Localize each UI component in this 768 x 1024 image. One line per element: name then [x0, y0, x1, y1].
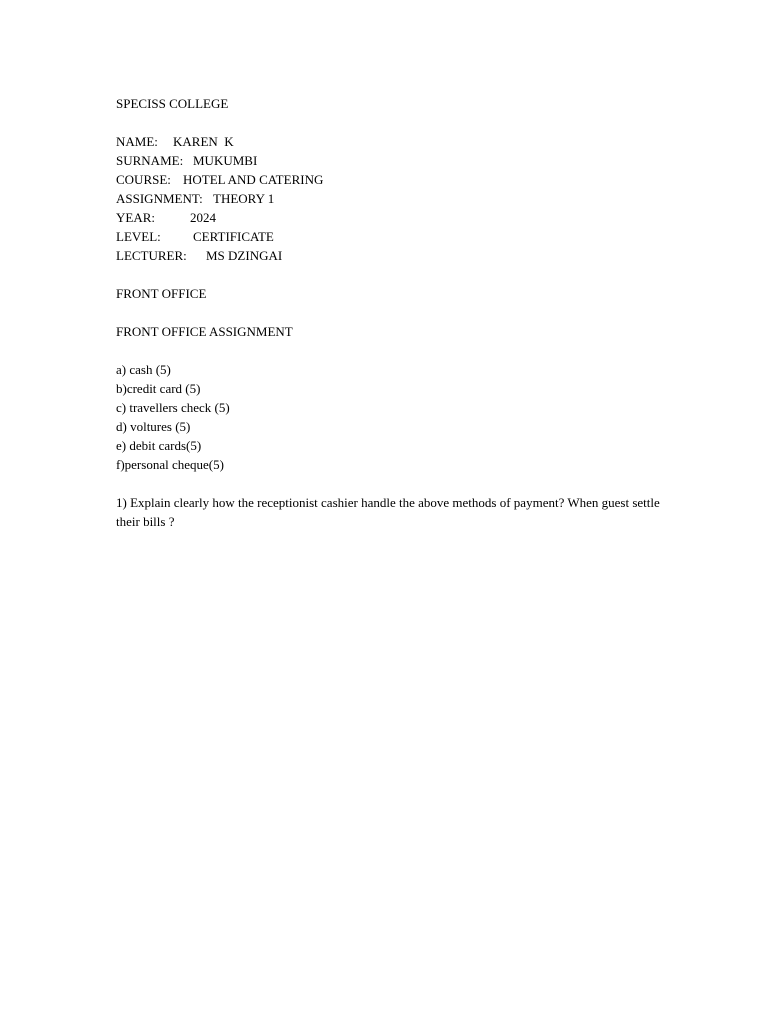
detail-label: ASSIGNMENT: — [116, 191, 203, 206]
spacer — [116, 265, 661, 284]
list-item: e) debit cards(5) — [116, 438, 202, 453]
list-item: d) voltures (5) — [116, 419, 191, 434]
detail-row-assignment — [116, 189, 661, 208]
list-item: b)credit card (5) — [116, 381, 201, 396]
spacer — [116, 303, 661, 322]
detail-label: SURNAME: — [116, 153, 184, 168]
subject-heading: FRONT OFFICE — [116, 286, 207, 301]
detail-label: LEVEL: — [116, 229, 161, 244]
detail-value: MUKUMBI — [193, 153, 258, 168]
college-name: SPECISS COLLEGE — [116, 96, 229, 111]
payment-methods-list — [116, 360, 661, 474]
spacer — [116, 341, 661, 360]
detail-value: MS DZINGAI — [206, 248, 283, 263]
detail-value: HOTEL AND CATERING — [183, 172, 324, 187]
detail-row-year — [116, 208, 661, 227]
detail-value: 2024 — [190, 210, 216, 225]
detail-row-name — [116, 132, 661, 151]
spacer — [116, 474, 661, 493]
list-item: f)personal cheque(5) — [116, 457, 224, 472]
question-text: 1) Explain clearly how the receptionist cashier handle the above methods of payment? When guest settle their bills ? — [116, 495, 660, 529]
detail-label: NAME: — [116, 134, 158, 149]
detail-row-level — [116, 227, 661, 246]
assignment-title: FRONT OFFICE ASSIGNMENT — [116, 324, 293, 339]
spacer — [116, 113, 661, 132]
detail-row-course — [116, 170, 661, 189]
detail-label: LECTURER: — [116, 248, 187, 263]
detail-value: CERTIFICATE — [193, 229, 274, 244]
list-item: c) travellers check (5) — [116, 400, 230, 415]
detail-row-surname — [116, 151, 661, 170]
detail-value: KAREN K — [173, 134, 234, 149]
document-page — [116, 94, 661, 531]
list-item: a) cash (5) — [116, 362, 171, 377]
detail-row-lecturer — [116, 246, 661, 265]
detail-value: THEORY 1 — [213, 191, 275, 206]
detail-label: YEAR: — [116, 210, 155, 225]
detail-label: COURSE: — [116, 172, 171, 187]
